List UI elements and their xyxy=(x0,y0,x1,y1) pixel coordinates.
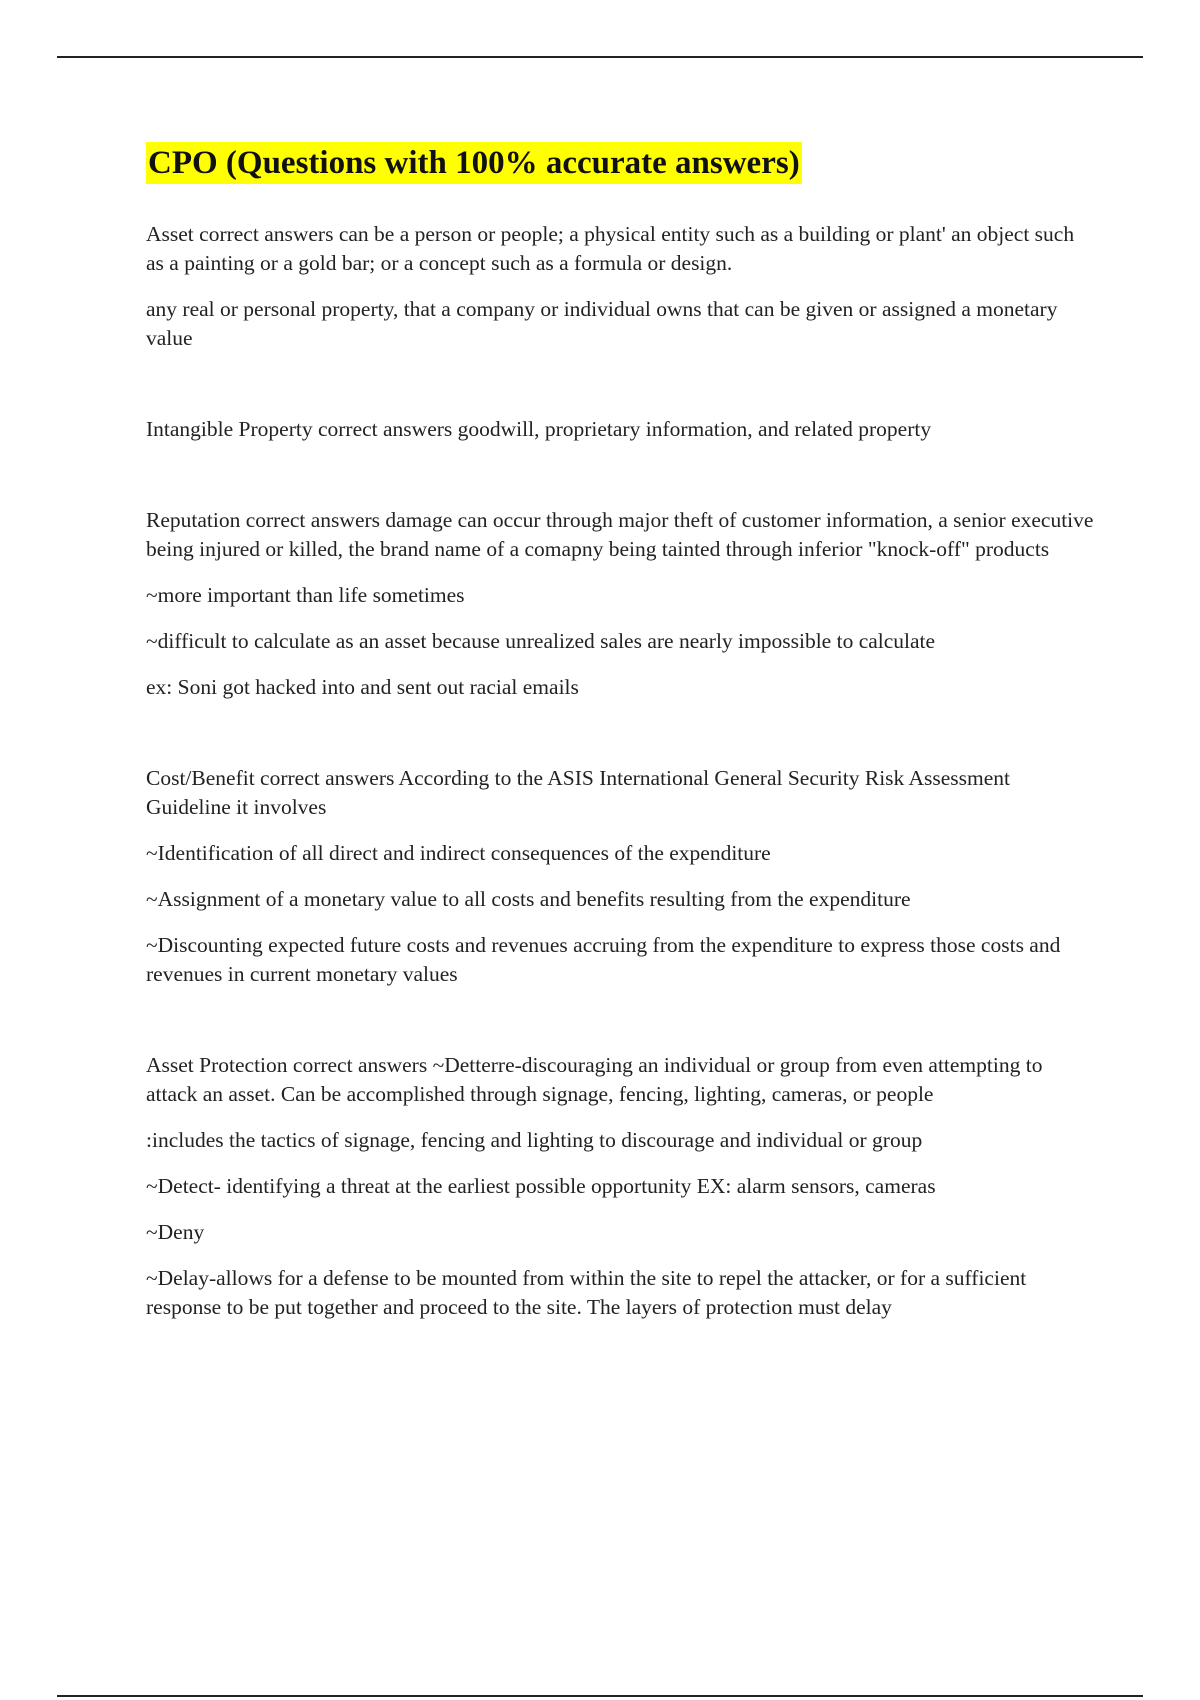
paragraph: Intangible Property correct answers goodwill, proprietary information, and related property xyxy=(146,417,932,441)
paragraph: Asset Protection correct answers ~Detterre-discouraging an individual or group from even attempting to attack an asset. Can be accomplished through signage, fencing, lighting, cameras, or people xyxy=(146,1053,1043,1106)
entry-asset-protection xyxy=(146,1051,1096,1322)
entry-cost-benefit xyxy=(146,764,1096,989)
paragraph: ~difficult to calculate as an asset because unrealized sales are nearly impossible to calculate xyxy=(146,629,936,653)
entry-intangible-property xyxy=(146,415,1096,444)
paragraph: ~Deny xyxy=(146,1220,205,1244)
paragraph: ~Assignment of a monetary value to all costs and benefits resulting from the expenditure xyxy=(146,887,911,911)
paragraph: ~Detect- identifying a threat at the earliest possible opportunity EX: alarm sensors, cameras xyxy=(146,1174,936,1198)
document-body xyxy=(146,142,1096,1322)
paragraph: :includes the tactics of signage, fencing and lighting to discourage and individual or group xyxy=(146,1128,923,1152)
paragraph: Reputation correct answers damage can occur through major theft of customer information, a senior executive being injured or killed, the brand name of a comapny being tainted through inferior "knock-off" products xyxy=(146,508,1094,561)
paragraph: ex: Soni got hacked into and sent out racial emails xyxy=(146,675,579,699)
paragraph: Cost/Benefit correct answers According to the ASIS International General Security Risk Assessment Guideline it involves xyxy=(146,766,1010,819)
paragraph: any real or personal property, that a company or individual owns that can be given or assigned a monetary value xyxy=(146,297,1058,350)
entry-asset xyxy=(146,220,1096,353)
paragraph: ~Discounting expected future costs and revenues accruing from the expenditure to express those costs and revenues in current monetary values xyxy=(146,933,1061,986)
bottom-rule xyxy=(57,1695,1143,1697)
paragraph: Asset correct answers can be a person or people; a physical entity such as a building or plant' an object such as a painting or a gold bar; or a concept such as a formula or design. xyxy=(146,222,1075,275)
paragraph: ~more important than life sometimes xyxy=(146,583,465,607)
document-title: CPO (Questions with 100% accurate answers) xyxy=(146,142,802,184)
entry-reputation xyxy=(146,506,1096,702)
paragraph: ~Delay-allows for a defense to be mounted from within the site to repel the attacker, or for a sufficient response to be put together and proceed to the site. The layers of protection must delay xyxy=(146,1266,1027,1319)
top-rule xyxy=(57,56,1143,58)
paragraph: ~Identification of all direct and indirect consequences of the expenditure xyxy=(146,841,771,865)
